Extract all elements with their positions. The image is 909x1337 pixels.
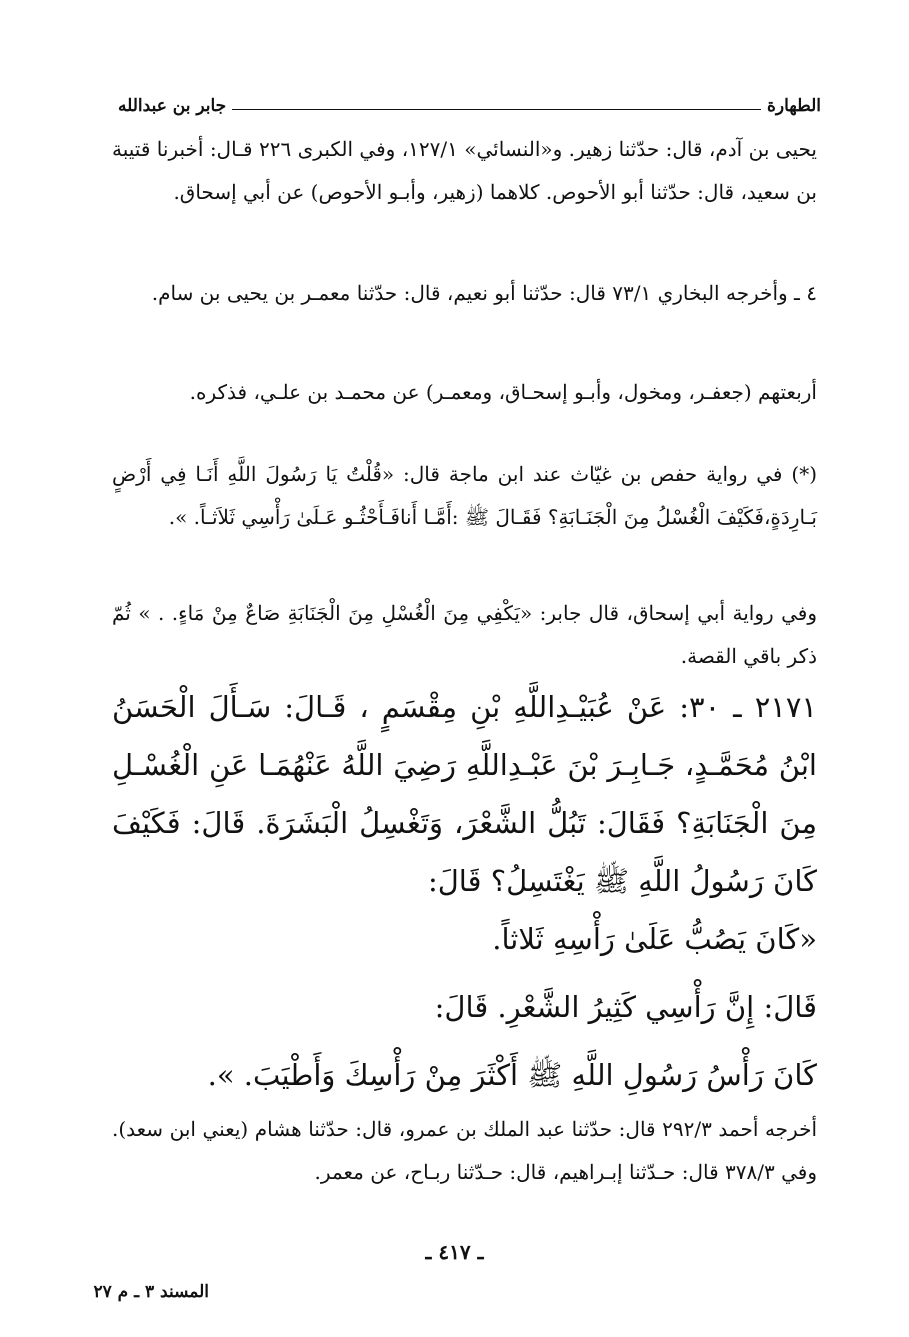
volume-signature: المسند ٣ ـ م ٢٧ — [93, 1282, 209, 1302]
takhrij-paragraph: أخرجه أحمد ٢٩٢/٣ قال: حدّثنا عبد الملك بن عمرو، قال: حدّثنا هشام (يعني ابن سعد). وفي ٣٧٨/٣ قال: حـدّثنا إبـراهيم، قال: حـدّثنا ربـاح، عن معمر. — [112, 1117, 817, 1184]
footnote-paragraph-4: (*) في رواية حفص بن غيّاث عند ابن ماجة قال: «قُلْتُ يَا رَسُولَ اللَّهِ أَنَـا فِي أَرْضٍ بَـارِدَةٍ،فَكَيْفَ الْغُسْلُ مِنَ الْجَنَـابَةِ؟ فَقَـالَ ﷺ :أَمَّـا أَنافَـأَحْثُـو عَـلَىٰ رَأْسِي ثَلاَثـاً. ». — [112, 462, 817, 529]
footnote-paragraph-1: يحيى بن آدم، قال: حدّثنا زهير. و«النسائي» ١٢٧/١، وفي الكبرى ٢٢٦ قـال: أخبرنا قتيبة بن سعيد، قال: حدّثنا أبو الأحوص. كلاهما (زهير، وأبـو الأحوص) عن أبي إسحاق. — [112, 137, 817, 204]
footnote-paragraph-5: وفي رواية أبي إسحاق، قال جابر: «يَكْفِي مِنَ الْغُسْلِ مِنَ الْجَنَابَةِ صَاعٌ مِنْ مَاءٍ. . » ثُمّ ذكر باقي القصة. — [112, 601, 817, 668]
footnote-paragraph-2: ٤ ـ وأخرجه البخاري ٧٣/١ قال: حدّثنا أبو نعيم، قال: حدّثنا معمـر بن يحيى بن سام. — [151, 281, 817, 305]
hadith-quote-line-3: كَانَ رَأْسُ رَسُولِ اللَّهِ ﷺ أَكْثَرَ مِنْ رَأْسِكَ وَأَطْيَبَ. ». — [207, 1058, 817, 1092]
header-chapter: الطهارة — [767, 96, 821, 116]
page-number: ـ ٤١٧ ـ — [425, 1240, 484, 1264]
hadith-quote-line-2: قَالَ: إِنَّ رَأْسِي كَثِيرُ الشَّعْرِ. قَالَ: — [434, 990, 817, 1024]
hadith-quote-line-1: «كَانَ يَصُبُّ عَلَىٰ رَأْسِهِ ثَلاثاً. — [492, 922, 817, 956]
running-header — [118, 88, 821, 116]
hadith-text: ٢١٧١ ـ ٣٠: عَنْ عُبَيْـدِاللَّهِ بْنِ مِقْسَمٍ ، قَـالَ: سَـأَلَ الْحَسَنُ ابْنُ مُحَمَّـدٍ، جَـابِـرَ بْنَ عَبْـدِاللَّهِ رَضِيَ اللَّهُ عَنْهُمَـا عَنِ الْغُسْـلِ مِنَ الْجَنَابَةِ؟ فَقَالَ: تَبُلُّ الشَّعْرَ، وَتَغْسِلُ الْبَشَرَةَ. قَالَ: فَكَيْفَ كَانَ رَسُولُ اللَّهِ ﷺ يَغْتَسِلُ؟ قَالَ: — [112, 690, 818, 898]
header-companion: جابر بن عبدالله — [118, 96, 227, 116]
footnote-paragraph-3: أربعتهم (جعفـر، ومخول، وأبـو إسحـاق، ومعمـر) عن محمـد بن علـي، فذكره. — [189, 380, 817, 404]
header-rule — [232, 109, 761, 110]
